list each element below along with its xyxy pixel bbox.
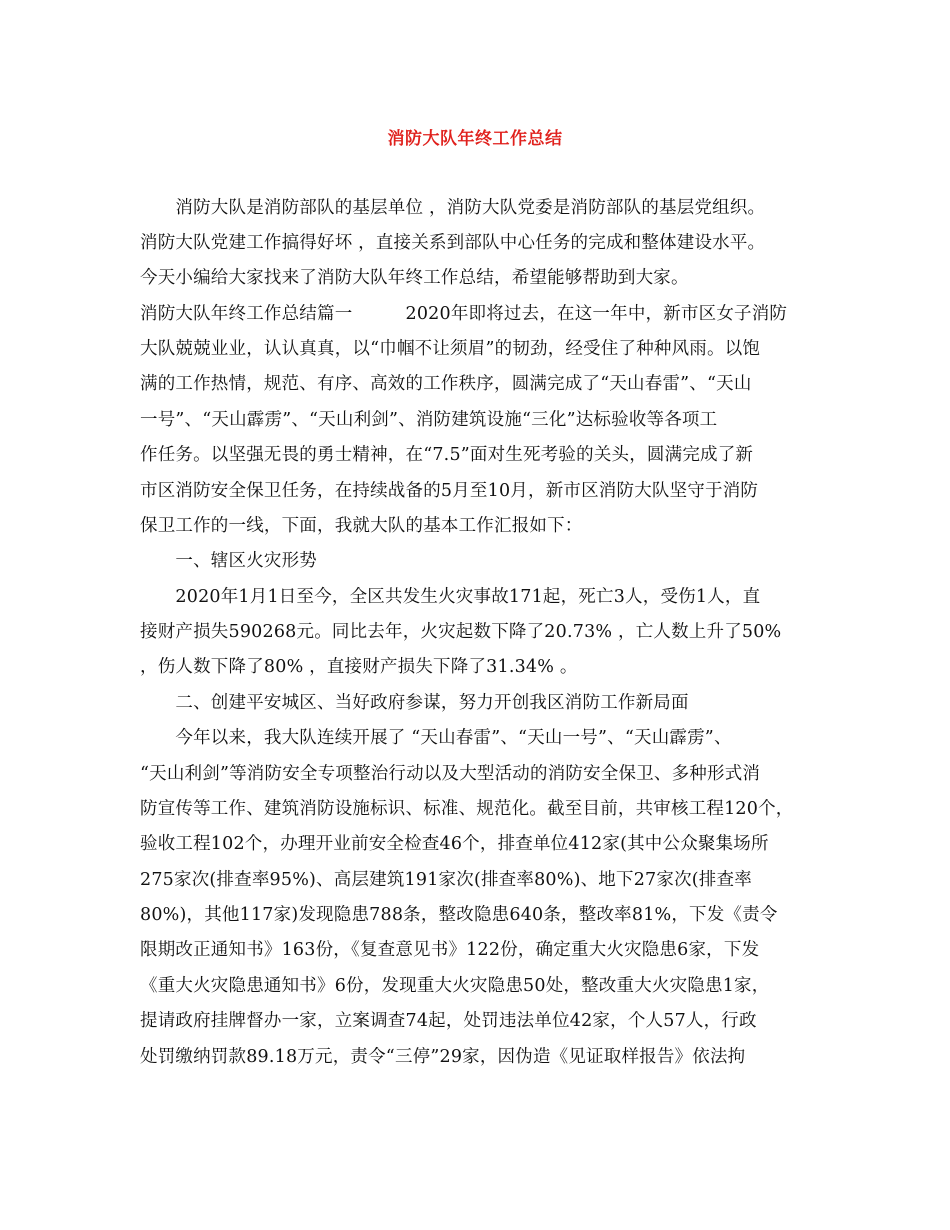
body-line: 作任务。以坚强无畏的勇士精神，在“7.5”面对生死考验的关头，圆满完成了新 <box>140 445 754 465</box>
body-line: 消防大队年终工作总结篇一 2020年即将过去，在这一年中，新市区女子消防 <box>140 304 788 324</box>
body-line: ，伤人数下降了80% ，直接财产损失下降了31.34% 。 <box>140 657 578 677</box>
body-line: 保卫工作的一线，下面，我就大队的基本工作汇报如下： <box>140 516 583 536</box>
body-line: 提请政府挂牌督办一家，立案调查74起，处罚违法单位42家，个人57人，行政 <box>140 1011 757 1031</box>
body-line: 市区消防安全保卫任务，在持续战备的5月至10月，新市区消防大队坚守于消防 <box>140 481 759 501</box>
body-line: 限期改正通知书》163份，《复查意见书》122份，确定重大火灾隐患6家，下发 <box>140 940 760 960</box>
body-line: 处罚缴纳罚款89.18万元，责令“三停”29家，因伪造《见证取样报告》依法拘 <box>140 1047 746 1067</box>
body-line: “天山利剑”等消防安全专项整治行动以及大型活动的消防安全保卫、多种形式消 <box>140 764 761 784</box>
section-heading: 一、辖区火灾形势 <box>140 551 317 571</box>
body-line: 消防大队是消防部队的基层单位 ，消防大队党委是消防部队的基层党组织。 <box>140 198 766 218</box>
section-heading: 二、创建平安城区、当好政府参谋，努力开创我区消防工作新局面 <box>140 693 689 713</box>
body-line: 满的工作热情，规范、有序、高效的工作秩序，圆满完成了“天山春雷”、“天山 <box>140 374 752 394</box>
body-line: 《重大火灾隐患通知书》6份，发现重大火灾隐患50处，整改重大火灾隐患1家， <box>140 976 770 996</box>
body-line: 防宣传等工作、建筑消防设施标识、标准、规范化。截至目前，共审核工程120个， <box>140 799 794 819</box>
body-line: 验收工程102个，办理开业前安全检查46个，排查单位412家(其中公众聚集场所 <box>140 834 769 854</box>
body-line: 大队兢兢业业，认认真真，以“巾帼不让须眉”的韧劲，经受住了种种风雨。以饱 <box>140 339 761 359</box>
body-line: 一号”、“天山霹雳”、“天山利剑”、消防建筑设施“三化”达标验收等各项工 <box>140 410 718 430</box>
body-line: 80%)，其他117家)发现隐患788条，整改隐患640条，整改率81%，下发《责令 <box>140 905 778 925</box>
document-title: 消防大队年终工作总结 <box>387 129 563 149</box>
body-line: 今年以来，我大队连续开展了 “天山春雷”、“天山一号”、“天山霹雳”、 <box>140 728 732 748</box>
body-line: 消防大队党建工作搞得好坏 ，直接关系到部队中心任务的完成和整体建设水平。 <box>140 233 766 253</box>
body-line: 今天小编给大家找来了消防大队年终工作总结，希望能够帮助到大家。 <box>140 268 689 288</box>
body-line: 接财产损失590268元。同比去年，火灾起数下降了20.73% ，亡人数上升了50% <box>140 622 782 642</box>
body-line: 2020年1月1日至今，全区共发生火灾事故171起，死亡3人，受伤1人，直 <box>140 587 761 607</box>
body-line: 275家次(排查率95%)、高层建筑191家次(排查率80%)、地下27家次(排查率 <box>140 870 752 890</box>
